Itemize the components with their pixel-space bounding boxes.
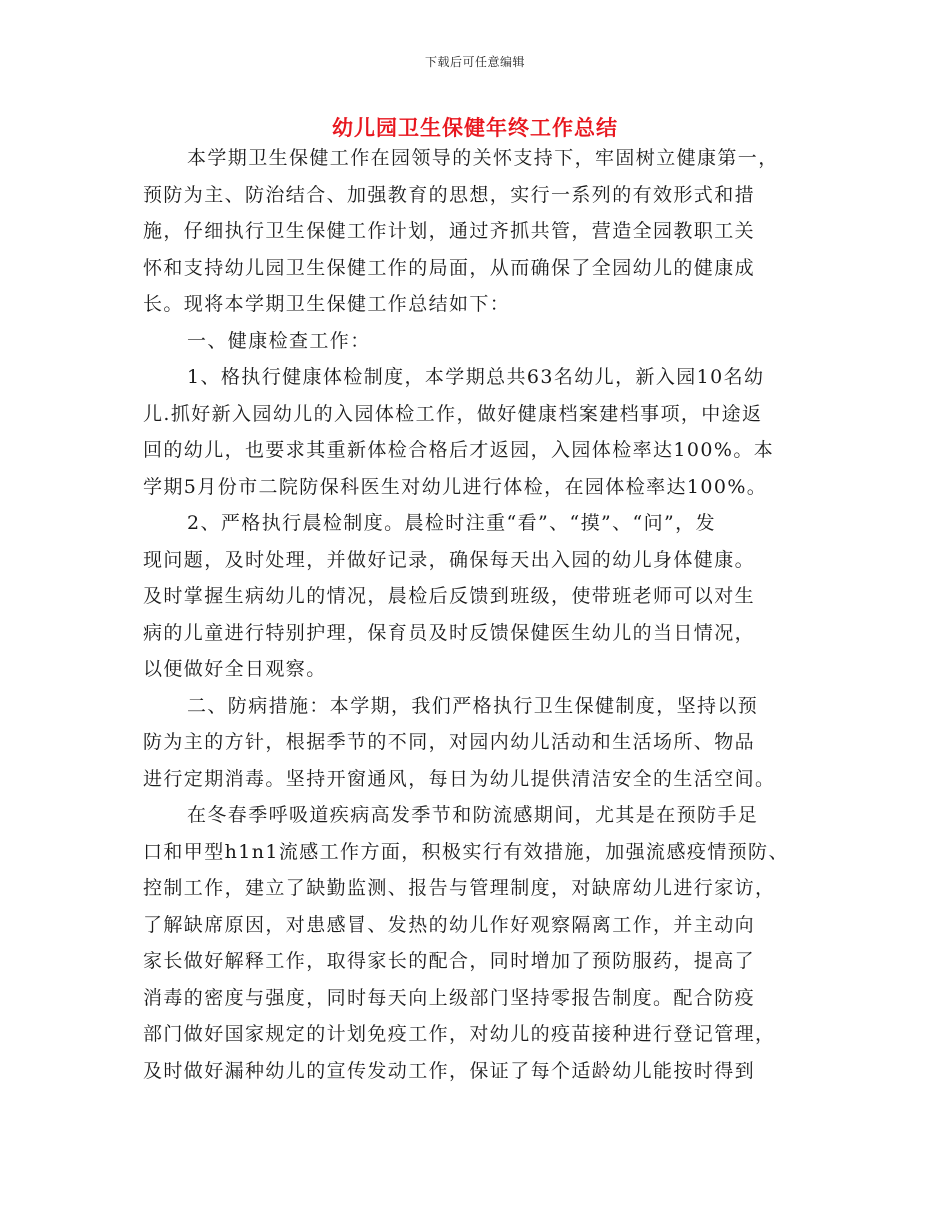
text-line: 防为主的方针，根据季节的不同，对园内幼儿活动和生活场所、物品 — [143, 731, 756, 753]
text-line: 口和甲型h1n1流感工作方面，积极实行有效措施，加强流感疫情预防、 — [143, 840, 789, 863]
text-line: 进行定期消毒。坚持开窗通风，每日为幼儿提供清洁安全的生活空间。 — [143, 767, 776, 790]
text-line: 本学期卫生保健工作在园领导的关怀支持下，牢固树立健康第一， — [187, 147, 779, 169]
text-line: 1、格执行健康体检制度，本学期总共63名幼儿，新入园10名幼 — [187, 366, 765, 388]
text-line: 2、严格执行晨检制度。晨检时注重“看”、“摸”、“问”，发 — [187, 512, 716, 534]
text-line: 长。现将本学期卫生保健工作总结如下： — [143, 293, 511, 315]
text-line: 预防为主、防治结合、加强教育的思想，实行一系列的有效形式和措 — [143, 183, 756, 206]
text-line: 儿.抓好新入园幼儿的入园体检工作，做好健康档案建档事项，中途返 — [143, 402, 763, 425]
header-note: 下载后可任意编辑 — [424, 55, 525, 69]
document-title: 幼儿园卫生保健年终工作总结 — [332, 116, 618, 140]
text-line: 了解缺席原因，对患感冒、发热的幼儿作好观察隔离工作，并主动向 — [143, 913, 756, 936]
text-line: 回的幼儿，也要求其重新体检合格后才返园，入园体检率达100%。本 — [143, 439, 775, 461]
text-line: 病的儿童进行特别护理，保育员及时反馈保健医生幼儿的当日情况， — [143, 621, 756, 644]
text-line: 怀和支持幼儿园卫生保健工作的局面，从而确保了全园幼儿的健康成 — [143, 256, 756, 279]
text-line: 控制工作，建立了缺勤监测、报告与管理制度，对缺席幼儿进行家访， — [143, 877, 776, 899]
text-line: 现问题，及时处理，并做好记录，确保每天出入园的幼儿身体健康。 — [143, 548, 756, 571]
text-line: 二、防病措施：本学期，我们严格执行卫生保健制度，坚持以预 — [187, 694, 759, 717]
text-line: 以便做好全日观察。 — [143, 658, 327, 680]
text-line: 部门做好国家规定的计划免疫工作，对幼儿的疫苗接种进行登记管理， — [143, 1023, 776, 1045]
text-line: 及时做好漏种幼儿的宣传发动工作，保证了每个适龄幼儿能按时得到 — [143, 1059, 756, 1082]
text-line: 一、健康检查工作： — [187, 329, 371, 352]
text-line: 消毒的密度与强度，同时每天向上级部门坚持零报告制度。配合防疫 — [143, 986, 756, 1009]
document-body — [143, 140, 811, 1089]
text-line: 及时掌握生病幼儿的情况，晨检后反馈到班级，使带班老师可以对生 — [143, 585, 756, 607]
text-line: 家长做好解释工作，取得家长的配合，同时增加了预防服药，提高了 — [143, 950, 756, 972]
text-line: 学期5月份市二院防保科医生对幼儿进行体检，在园体检率达100%。 — [143, 475, 768, 498]
text-line: 施，仔细执行卫生保健工作计划，通过齐抓共管，营造全园教职工关 — [143, 220, 756, 242]
text-line: 在冬春季呼吸道疾病高发季节和防流感期间，尤其是在预防手足 — [187, 804, 759, 826]
